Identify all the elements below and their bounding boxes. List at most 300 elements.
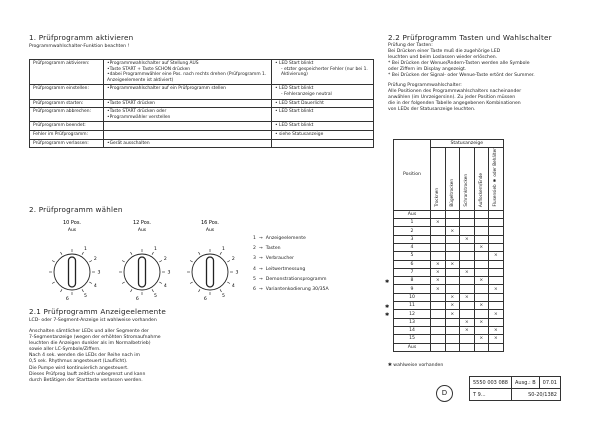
- dial: [119, 220, 171, 302]
- status-mark: ×: [445, 293, 460, 301]
- dial-tick: [190, 261, 193, 263]
- legend-item: [253, 277, 329, 287]
- program-row-label: Prüfprogramm abbrechen:: [30, 108, 104, 122]
- status-text: - Fehleranzeige neutral: [281, 91, 332, 97]
- status-row: [394, 235, 504, 243]
- status-row: [394, 343, 504, 351]
- program-row-label: Prüfprogramm starten:: [30, 99, 104, 108]
- status-mark: [445, 268, 460, 276]
- status-mark: [460, 227, 475, 235]
- status-row: [394, 335, 504, 343]
- status-mark: [445, 252, 460, 260]
- status-mark: ×: [431, 277, 446, 285]
- status-column-header: [431, 148, 446, 211]
- arrow-icon: →: [258, 286, 263, 292]
- legend-item: [253, 287, 329, 297]
- status-position: 9: [394, 285, 431, 293]
- status-mark: [431, 302, 446, 310]
- status-position: 12: [394, 310, 431, 318]
- status-position: 13: [394, 318, 431, 326]
- status-row: [394, 318, 504, 326]
- dial-tick: [89, 261, 92, 263]
- legend-number: 3: [253, 256, 256, 262]
- doc-date: 07.01: [539, 377, 560, 389]
- text-line: Prüfung Programmwahlschalter:: [388, 82, 462, 88]
- status-mark: [445, 335, 460, 343]
- action-item: • Taste START drücken: [107, 101, 268, 107]
- status-mark: [474, 310, 489, 318]
- status-column-header: [445, 148, 460, 211]
- status-mark: ×: [474, 318, 489, 326]
- status-mark: [431, 293, 446, 301]
- action-list: [107, 141, 268, 147]
- status-mark: [460, 343, 475, 351]
- status-mark: [431, 210, 446, 218]
- status-mark: ×: [474, 244, 489, 252]
- status-mark: ×: [489, 326, 504, 334]
- text-line: oder Ziffern im Display angezeigt.: [388, 67, 467, 73]
- program-row-actions: [104, 139, 272, 148]
- status-text: - etzter gespeicherter Fehler (nur bei 1. Aktivierung): [281, 66, 368, 78]
- status-mark: [445, 219, 460, 227]
- status-mark: ×: [445, 227, 460, 235]
- status-mark: ×: [474, 277, 489, 285]
- status-text: LED Start Dauerlicht: [279, 100, 324, 106]
- status-line: • LED Start Dauerlicht: [275, 100, 324, 106]
- dial-tick: [190, 282, 193, 284]
- legend-text: Variantenkodierung 30/35A: [265, 286, 329, 292]
- status-mark: [474, 227, 489, 235]
- doc-number: 5550 003 088: [470, 377, 512, 389]
- paragraph-line: Dieses Prüfprog lauft zeitlich unbegrenzt und kann: [29, 371, 146, 377]
- dials-area: [42, 218, 252, 308]
- program-row: [30, 99, 374, 108]
- status-mark: [474, 343, 489, 351]
- section-2-1-paragraph: [29, 329, 161, 384]
- legend-text: Verbraucher: [265, 256, 294, 262]
- dial-tick: [199, 289, 201, 292]
- legend-text: Tasten: [265, 246, 281, 252]
- legend-text: Demonstrationsprogramm: [265, 276, 327, 282]
- program-row: [30, 85, 374, 99]
- dial-tick: [159, 282, 162, 284]
- status-row: [394, 244, 504, 252]
- arrow-icon: →: [258, 236, 263, 241]
- dial-number: 1: [222, 247, 225, 253]
- status-mark: [445, 277, 460, 285]
- status-mark: [445, 235, 460, 243]
- paragraph-line: durch Betätigen der Starttaste verlassen werden.: [29, 377, 143, 383]
- dial-tick: [122, 261, 125, 263]
- status-mark: [489, 343, 504, 351]
- status-mark: [474, 219, 489, 227]
- program-row-status: [272, 122, 374, 131]
- status-mark: ×: [431, 219, 446, 227]
- action-item: • Programmwahlschalter auf Stellung AUS: [107, 61, 268, 67]
- status-mark: [474, 252, 489, 260]
- dial-tick: [89, 282, 92, 284]
- arrow-icon: →: [258, 246, 263, 252]
- status-line: • LED Start blinkt: [275, 109, 314, 115]
- dial-tick: [52, 282, 55, 284]
- status-mark: [431, 244, 446, 252]
- doc-type: T 9...: [470, 389, 512, 401]
- status-row: [394, 293, 504, 301]
- status-column-label: Flusensieb ✱ oder Behälter: [492, 148, 498, 207]
- program-row-actions: [104, 108, 272, 122]
- position-header: Position: [394, 140, 431, 211]
- dial-number: 2: [231, 257, 235, 262]
- doc-code: S0-20/1382: [512, 389, 561, 401]
- status-mark: [460, 210, 475, 218]
- status-row: [394, 277, 504, 285]
- status-position: 8: [394, 277, 431, 285]
- status-mark: ×: [460, 268, 475, 276]
- status-mark: [489, 210, 504, 218]
- status-position: 6: [394, 260, 431, 268]
- dial-number: 5: [154, 293, 157, 299]
- status-line: [275, 67, 370, 78]
- dial-number: 4: [93, 284, 97, 289]
- paragraph-line: 0,5 sek. Rhythmus angesteuert (Lauflicht).: [29, 359, 128, 365]
- legend-text: Anzeigeelemente: [265, 236, 306, 241]
- status-table: [393, 139, 504, 352]
- status-mark: [460, 310, 475, 318]
- program-row-actions: [104, 122, 272, 131]
- text-line: von LEDs der Statusanzeige leuchten.: [388, 106, 476, 112]
- dial-number: 5: [222, 293, 225, 299]
- action-list: [107, 109, 268, 120]
- program-row-status: [272, 130, 374, 139]
- status-mark: [431, 318, 446, 326]
- action-list: [107, 101, 268, 107]
- status-mark: [460, 302, 475, 310]
- dial-number: 4: [231, 284, 235, 289]
- status-mark: ×: [431, 268, 446, 276]
- dial-tick: [82, 289, 84, 292]
- status-text: LED Start blinkt: [279, 109, 314, 115]
- paragraph-line: Anschalten sämtlicher LEDs und aller Segmente der: [29, 329, 149, 334]
- legend-number: 4: [253, 266, 256, 272]
- legend-text: Leitwertmessung: [265, 266, 306, 272]
- program-row-status: [272, 108, 374, 122]
- arrow-icon: →: [258, 256, 263, 262]
- legend-item: [253, 267, 329, 277]
- legend-number: 2: [253, 246, 256, 252]
- status-group-header: Statusanzeige: [431, 140, 504, 148]
- status-mark: ×: [489, 252, 504, 260]
- status-text: LED Start blinkt: [279, 61, 314, 66]
- status-mark: [474, 293, 489, 301]
- status-mark: [474, 210, 489, 218]
- program-row-label: Prüfprogramm aktivieren:: [30, 60, 104, 85]
- status-mark: [445, 244, 460, 252]
- program-row-actions: [104, 85, 272, 99]
- status-mark: [489, 318, 504, 326]
- status-mark: ×: [489, 310, 504, 318]
- action-item: • Taste START + Taste SCHON drücken: [107, 67, 268, 73]
- status-column-label: Trocknen: [434, 188, 440, 207]
- status-position: 7: [394, 268, 431, 276]
- status-mark: ×: [460, 235, 475, 243]
- status-text: siehe Statusanzeige: [279, 131, 324, 137]
- status-line: • LED Start blinkt: [275, 61, 314, 66]
- status-position: 10: [394, 293, 431, 301]
- status-mark: [431, 326, 446, 334]
- status-column-label: Bügeltrocken: [448, 179, 454, 207]
- dial-number: 6: [203, 297, 207, 303]
- status-mark: [460, 244, 475, 252]
- legend-item: [253, 246, 329, 256]
- status-mark: ×: [431, 260, 446, 268]
- status-column-label: Auflockern/Ende: [477, 172, 483, 207]
- text-line: * Bei Drücken der Wenue/Ändern-Tasten werden alle Symbole: [388, 61, 530, 67]
- action-item: • Taste START drücken oder: [107, 109, 268, 115]
- status-position: 1: [394, 219, 431, 227]
- program-row: [30, 108, 374, 122]
- status-footnote: ✱ wahlweise vorhanden: [388, 363, 444, 368]
- text-line: leuchten und beim Loslassen wieder erlöschen.: [388, 55, 498, 61]
- dial-aus-label: Aus: [137, 228, 147, 233]
- status-column-header: [489, 148, 504, 211]
- status-mark: [489, 235, 504, 243]
- status-mark: [460, 219, 475, 227]
- legend-number: 5: [253, 276, 256, 282]
- status-mark: ×: [460, 293, 475, 301]
- status-mark: [431, 335, 446, 343]
- program-legend: [253, 236, 329, 297]
- arrow-icon: →: [258, 266, 263, 272]
- status-mark: [489, 277, 504, 285]
- status-row: [394, 268, 504, 276]
- section-2-title: 2. Prüfprogramm wählen: [29, 205, 123, 214]
- status-mark: [460, 260, 475, 268]
- status-mark: [460, 252, 475, 260]
- program-row-label: Prüfprogramm einstellen:: [30, 85, 104, 99]
- program-row-actions: [104, 99, 272, 108]
- doc-ausg: Ausg.: B: [512, 377, 540, 389]
- status-position: Aus: [394, 210, 431, 218]
- status-mark: [431, 235, 446, 243]
- legend-item: [253, 256, 329, 266]
- paragraph-line: sowie aller LC-Symbole/Ziffern.: [29, 347, 101, 353]
- program-row: [30, 130, 374, 139]
- status-mark: [489, 268, 504, 276]
- dial-number: 2: [93, 257, 97, 262]
- status-mark: [474, 260, 489, 268]
- dial-number: 3: [235, 270, 239, 276]
- text-line: * Bei Drücken der Signal- oder Wenue-Taste ertönt der Summer.: [388, 73, 535, 79]
- status-position: 15: [394, 335, 431, 343]
- status-mark: ×: [445, 302, 460, 310]
- status-row: [394, 260, 504, 268]
- dial-pointer: [139, 257, 146, 287]
- section-2-2-title: 2.2 Prüfprogramm Tasten und Wahlschalter: [388, 33, 552, 42]
- program-row: [30, 122, 374, 131]
- text-line: Bei Drücken einer Taste muß die zugehörige LED: [388, 49, 501, 55]
- action-item: • dabei Programmwähler eine Pos. nach rechts drehen (Prüfprogramm 1. Anzeigeelemente ist aktiviert): [107, 72, 268, 83]
- program-row-status: [272, 99, 374, 108]
- status-position: 4: [394, 244, 431, 252]
- section-1-title: 1. Prüfprogramm aktivieren: [29, 33, 134, 42]
- text-line: anwählen (im Unrzeigersinn). Zu jeder Position müssen: [388, 94, 516, 100]
- dial-title: 16 Pos.: [200, 220, 220, 226]
- dial-tick: [159, 261, 162, 263]
- paragraph-line: leuchten die Anzeigen dunkler als im Normalbetrieb): [29, 341, 151, 347]
- paragraph-line: Nach 4 sek. wenden die LEDs der Reihe nach im: [29, 353, 141, 359]
- title-block: [469, 376, 561, 401]
- status-line: • siehe Statusanzeige: [275, 131, 324, 137]
- dial-tick: [199, 252, 201, 255]
- program-row-label: Fehler im Prüfprogramm:: [30, 130, 104, 139]
- status-mark: ×: [460, 326, 475, 334]
- status-mark: [489, 260, 504, 268]
- optional-star-icon: ✱: [385, 278, 390, 285]
- dial-tick: [152, 289, 154, 292]
- legend-item: [253, 236, 329, 246]
- status-mark: ×: [445, 260, 460, 268]
- program-row-status: [272, 85, 374, 99]
- dial-number: 1: [154, 247, 157, 253]
- arrow-icon: →: [258, 276, 263, 282]
- text-line: die in der folgenden Tabelle angegebenen Kombinationen: [388, 100, 521, 106]
- stamp-circle: D: [436, 385, 453, 402]
- legend-number: 1: [253, 236, 256, 241]
- dial-tick: [227, 282, 230, 284]
- status-mark: ×: [445, 310, 460, 318]
- dial-title: 12 Pos.: [132, 220, 152, 226]
- status-row: [394, 252, 504, 260]
- status-mark: [474, 268, 489, 276]
- status-mark: [489, 244, 504, 252]
- status-mark: [431, 227, 446, 235]
- dial-number: 3: [97, 270, 101, 276]
- status-mark: [474, 235, 489, 243]
- dial-number: 5: [84, 293, 87, 299]
- status-mark: [431, 310, 446, 318]
- status-line: • LED Start blinkt: [275, 123, 314, 129]
- action-item: • Programmwähler verstellen: [107, 115, 268, 121]
- status-line: [275, 92, 370, 98]
- status-mark: ×: [431, 285, 446, 293]
- paragraph-line: Die Pumpe wird kontinuierlich angesteuert.: [29, 365, 129, 371]
- status-mark: [489, 227, 504, 235]
- status-column-header: [460, 148, 475, 211]
- section-2-1-subtitle: LCD- oder 7-Segment-Anzeige ist wahlweise vorhanden: [29, 318, 157, 323]
- dial-tick: [52, 261, 55, 263]
- program-row: [30, 139, 374, 148]
- dial-tick: [82, 252, 84, 255]
- status-mark: [460, 335, 475, 343]
- status-mark: [489, 293, 504, 301]
- program-row-actions: [104, 130, 272, 139]
- dial-tick: [61, 252, 63, 255]
- action-list: [107, 61, 268, 83]
- status-position: 2: [394, 227, 431, 235]
- program-row: [30, 60, 374, 85]
- dial-tick: [122, 282, 125, 284]
- status-position: 5: [394, 252, 431, 260]
- dial-tick: [61, 289, 63, 292]
- status-mark: ×: [489, 285, 504, 293]
- dial-tick: [227, 261, 230, 263]
- status-row: [394, 219, 504, 227]
- status-text: LED Start blinkt: [279, 86, 314, 92]
- dial-number: 2: [163, 257, 167, 262]
- status-mark: [445, 318, 460, 326]
- dial-number: 3: [167, 270, 171, 276]
- status-row: [394, 210, 504, 218]
- program-row-label: Prüfprogramm verlassen:: [30, 139, 104, 148]
- program-row-status: [272, 60, 374, 85]
- dial: [187, 220, 239, 302]
- action-list: [107, 86, 268, 92]
- status-mark: [431, 252, 446, 260]
- status-mark: ×: [474, 335, 489, 343]
- section-2-2-text: [388, 43, 535, 113]
- dial-aus-label: Aus: [67, 228, 77, 233]
- status-row: [394, 302, 504, 310]
- legend-number: 6: [253, 286, 256, 292]
- status-row: [394, 310, 504, 318]
- dial-tick: [131, 252, 133, 255]
- status-mark: ×: [474, 302, 489, 310]
- status-row: [394, 285, 504, 293]
- status-position: 11: [394, 302, 431, 310]
- status-column-label: Schranktrocken: [463, 174, 469, 207]
- dial-number: 4: [163, 284, 167, 289]
- status-mark: [474, 326, 489, 334]
- text-line: Alle Positionen des Programmwahlschalters nacheinander: [388, 88, 522, 94]
- status-mark: [474, 285, 489, 293]
- text-line: Prüfung der Tasten:: [388, 43, 433, 48]
- status-mark: [445, 343, 460, 351]
- action-item: • Programmwahlschalter auf ein Prüfprogramm stellen: [107, 86, 268, 92]
- status-mark: [445, 210, 460, 218]
- status-mark: ×: [460, 318, 475, 326]
- dial-tick: [220, 252, 222, 255]
- status-row: [394, 326, 504, 334]
- program-table: [29, 59, 374, 148]
- dial-tick: [131, 289, 133, 292]
- dial-tick: [220, 289, 222, 292]
- section-2-1-title: 2.1 Prüfprogramm Anzeigeelemente: [29, 307, 167, 316]
- section-1-subtitle: Programmwahlschalter-Funktion beachten !: [29, 44, 130, 49]
- dial-number: 1: [84, 247, 87, 253]
- optional-star-icon: ✱: [385, 303, 390, 310]
- status-mark: ×: [489, 335, 504, 343]
- dial-aus-label: Aus: [205, 228, 215, 233]
- status-mark: [445, 326, 460, 334]
- status-mark: [460, 277, 475, 285]
- dial-pointer: [207, 257, 214, 287]
- dial-pointer: [69, 257, 76, 287]
- paragraph-line: 7-Segmentanzeige (wegen der erhöhten Stromaufnahme: [29, 335, 161, 341]
- status-row: [394, 227, 504, 235]
- status-column-header: [474, 148, 489, 211]
- status-position: 14: [394, 326, 431, 334]
- optional-star-icon: ✱: [385, 312, 390, 319]
- program-row-status: [272, 139, 374, 148]
- dial-number: 6: [65, 297, 69, 303]
- status-text: LED Start blinkt: [279, 123, 314, 129]
- status-line: • LED Start blinkt: [275, 86, 314, 92]
- program-row-actions: [104, 60, 272, 85]
- status-mark: [460, 285, 475, 293]
- dial: [49, 220, 101, 302]
- action-item: • Gerät ausschalten: [107, 141, 268, 147]
- dial-title: 10 Pos.: [62, 220, 82, 226]
